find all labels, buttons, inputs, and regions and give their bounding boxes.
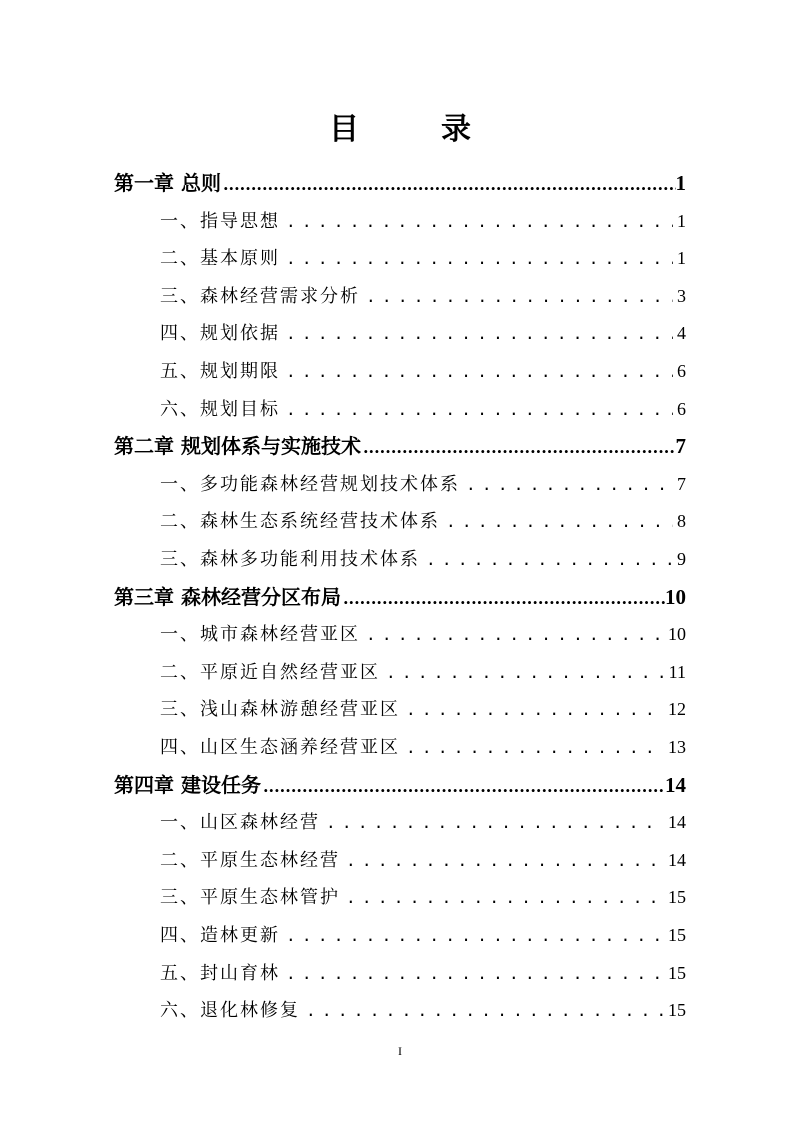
toc-leader-dots bbox=[426, 545, 673, 575]
toc-leader-dots bbox=[446, 507, 673, 537]
toc-leader-dots bbox=[286, 207, 673, 237]
toc-entry-page: 14 bbox=[668, 850, 686, 870]
toc-entry-page: 10 bbox=[668, 624, 686, 644]
toc-entry-page: 6 bbox=[677, 361, 686, 381]
toc-leader-dots bbox=[286, 395, 673, 425]
toc-section-entry[interactable] bbox=[160, 394, 686, 424]
toc-entry-label: 第二章 规划体系与实施技术 bbox=[114, 434, 361, 458]
toc-entry-page: 15 bbox=[668, 925, 686, 945]
toc-entry-page: 10 bbox=[665, 585, 686, 609]
toc-entry-label: 三、浅山森林游憩经营亚区 bbox=[160, 699, 400, 720]
toc-entry-label: 二、平原生态林经营 bbox=[160, 850, 340, 871]
toc-leader-dots bbox=[326, 808, 664, 838]
toc-section-entry[interactable] bbox=[160, 845, 686, 875]
toc-entry-page: 4 bbox=[677, 323, 686, 343]
toc-section-entry[interactable] bbox=[160, 469, 686, 499]
toc-entry-page: 1 bbox=[675, 171, 686, 195]
toc-leader-dots bbox=[286, 959, 664, 989]
toc-section-entry[interactable] bbox=[160, 206, 686, 236]
toc-entry-label: 三、森林多功能利用技术体系 bbox=[160, 549, 420, 570]
toc-entry-page: 8 bbox=[677, 511, 686, 531]
toc-leader-dots bbox=[223, 170, 676, 200]
toc-entry-label: 第一章 总则 bbox=[114, 171, 221, 195]
toc-entry-label: 二、森林生态系统经营技术体系 bbox=[160, 511, 440, 532]
toc-chapter-entry[interactable] bbox=[114, 770, 686, 800]
toc-leader-dots bbox=[286, 357, 673, 387]
toc-entry-label: 五、规划期限 bbox=[160, 361, 280, 382]
page-number: I bbox=[398, 1044, 402, 1058]
toc-entry-label: 六、退化林修复 bbox=[160, 1000, 300, 1021]
toc-section-entry[interactable] bbox=[160, 506, 686, 536]
toc-entry-page: 15 bbox=[668, 1000, 686, 1020]
toc-entry-page: 9 bbox=[677, 549, 686, 569]
toc-section-entry[interactable] bbox=[160, 619, 686, 649]
toc-section-entry[interactable] bbox=[160, 356, 686, 386]
toc-entry-label: 第四章 建设任务 bbox=[114, 773, 261, 797]
toc-entry-page: 12 bbox=[668, 699, 686, 719]
toc-section-entry[interactable] bbox=[160, 995, 686, 1025]
toc-leader-dots bbox=[406, 695, 664, 725]
toc-leader-dots bbox=[386, 658, 665, 688]
toc-entry-label: 一、多功能森林经营规划技术体系 bbox=[160, 474, 460, 495]
toc-entry-label: 一、指导思想 bbox=[160, 211, 280, 232]
toc-leader-dots bbox=[286, 319, 673, 349]
toc-entry-page: 14 bbox=[668, 812, 686, 832]
toc-leader-dots bbox=[306, 996, 664, 1026]
toc-entry-page: 6 bbox=[677, 399, 686, 419]
toc-section-entry[interactable] bbox=[160, 281, 686, 311]
toc-entry-page: 1 bbox=[677, 211, 686, 231]
toc-chapter-entry[interactable] bbox=[114, 168, 686, 198]
page-title: 目 录 bbox=[329, 112, 497, 147]
toc-entry-label: 一、城市森林经营亚区 bbox=[160, 624, 360, 645]
toc-leader-dots bbox=[366, 620, 664, 650]
toc-entry-label: 四、造林更新 bbox=[160, 925, 280, 946]
toc-entry-page: 3 bbox=[677, 286, 686, 306]
toc-leader-dots bbox=[286, 921, 664, 951]
toc-entry-page: 15 bbox=[668, 887, 686, 907]
toc-chapter-entry[interactable] bbox=[114, 431, 686, 461]
toc-section-entry[interactable] bbox=[160, 732, 686, 762]
toc-section-entry[interactable] bbox=[160, 807, 686, 837]
toc-leader-dots bbox=[466, 470, 673, 500]
toc-entry-label: 四、山区生态涵养经营亚区 bbox=[160, 737, 400, 758]
toc-leader-dots bbox=[363, 433, 676, 463]
toc-entry-label: 六、规划目标 bbox=[160, 399, 280, 420]
toc-section-entry[interactable] bbox=[160, 243, 686, 273]
toc-entry-label: 第三章 森林经营分区布局 bbox=[114, 585, 341, 609]
toc-entry-page: 7 bbox=[675, 434, 686, 458]
toc-entry-label: 三、森林经营需求分析 bbox=[160, 286, 360, 307]
toc-leader-dots bbox=[346, 883, 664, 913]
toc-entry-label: 一、山区森林经营 bbox=[160, 812, 320, 833]
toc-leader-dots bbox=[366, 282, 673, 312]
toc-section-entry[interactable] bbox=[160, 318, 686, 348]
toc-entry-label: 五、封山育林 bbox=[160, 963, 280, 984]
toc-entry-page: 7 bbox=[677, 474, 686, 494]
toc-section-entry[interactable] bbox=[160, 958, 686, 988]
toc-leader-dots bbox=[286, 244, 673, 274]
toc-entry-page: 11 bbox=[668, 662, 686, 682]
toc-entry-label: 二、平原近自然经营亚区 bbox=[160, 662, 380, 683]
toc-leader-dots bbox=[346, 846, 664, 876]
toc-leader-dots bbox=[406, 733, 664, 763]
toc-chapter-entry[interactable] bbox=[114, 582, 686, 612]
toc-section-entry[interactable] bbox=[160, 657, 686, 687]
toc-entry-page: 14 bbox=[665, 773, 686, 797]
toc-entry-label: 二、基本原则 bbox=[160, 248, 280, 269]
toc-entry-page: 15 bbox=[668, 963, 686, 983]
toc-entry-page: 13 bbox=[668, 737, 686, 757]
toc-section-entry[interactable] bbox=[160, 694, 686, 724]
toc-leader-dots bbox=[343, 584, 665, 614]
toc-entry-label: 三、平原生态林管护 bbox=[160, 887, 340, 908]
toc-section-entry[interactable] bbox=[160, 920, 686, 950]
toc-entry-label: 四、规划依据 bbox=[160, 323, 280, 344]
toc-section-entry[interactable] bbox=[160, 882, 686, 912]
toc-leader-dots bbox=[263, 772, 665, 802]
toc-section-entry[interactable] bbox=[160, 544, 686, 574]
toc-entry-page: 1 bbox=[677, 248, 686, 268]
